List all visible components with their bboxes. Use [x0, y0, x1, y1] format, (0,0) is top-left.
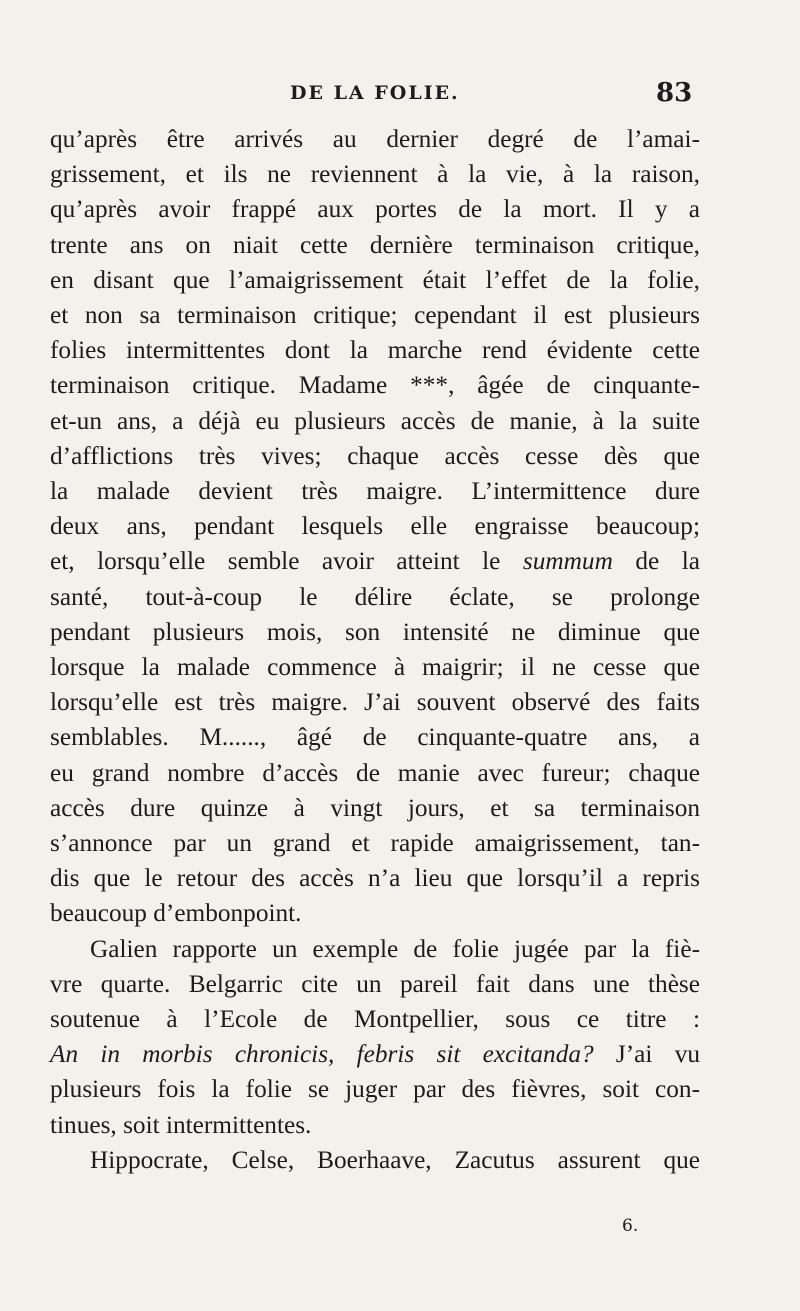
text-line: lorsqu’elle est très maigre. J’ai souvent observé des faits — [50, 688, 700, 717]
text-line: qu’après avoir frappé aux portes de la mort. Il y a — [50, 195, 700, 224]
text-line: Hippocrate, Celse, Boerhaave, Zacutus assurent que — [90, 1145, 700, 1174]
text-line: soutenue à l’Ecole de Montpellier, sous ce titre : — [50, 1005, 700, 1034]
running-head: DE LA FOLIE. — [290, 82, 460, 104]
text-line: grissement, et ils ne reviennent à la vie, à la raison, — [50, 160, 700, 189]
text-line: tinues, soit intermittentes. — [50, 1110, 312, 1139]
text-line: en disant que l’amaigrissement était l’effet de la folie, — [50, 265, 700, 294]
text-line-with-italic: An in morbis chronicis, febris sit excitanda? J’ai vu — [50, 1040, 700, 1069]
page-number: 83 — [656, 78, 693, 108]
text-line: pendant plusieurs mois, son intensité ne diminue que — [50, 617, 700, 646]
paragraph-2 — [50, 932, 700, 1143]
text-line: d’afflictions très vives; chaque accès cesse dès que — [50, 441, 700, 470]
text-line: Galien rapporte un exemple de folie jugée par la fiè- — [90, 934, 700, 963]
text-line: beaucoup d’embonpoint. — [50, 899, 302, 928]
text-line: trente ans on niait cette dernière terminaison critique, — [50, 230, 700, 259]
text-line: qu’après être arrivés au dernier degré de l’amai- — [50, 125, 700, 153]
paragraph-3 — [50, 1143, 700, 1178]
text-line: lorsque la malade commence à maigrir; il ne cesse que — [50, 653, 700, 682]
paragraph-1 — [50, 122, 700, 932]
signature-mark: 6. — [622, 1216, 639, 1236]
text-line: santé, tout-à-coup le délire éclate, se prolonge — [50, 582, 700, 611]
text-line: dis que le retour des accès n’a lieu que lorsqu’il a repris — [50, 864, 700, 893]
text-line: terminaison critique. Madame ***, âgée de cinquante- — [50, 371, 700, 400]
text-line: folies intermittentes dont la marche rend évidente cette — [50, 336, 700, 365]
text-line: s’annonce par un grand et rapide amaigrissement, tan- — [50, 829, 700, 858]
italic-latin-title: An in morbis chronicis, febris sit excitanda? — [50, 1040, 594, 1069]
text-line: plusieurs fois la folie se juger par des fièvres, soit con- — [50, 1075, 700, 1104]
text-line: accès dure quinze à vingt jours, et sa terminaison — [50, 793, 700, 822]
italic-term: summum — [522, 547, 613, 576]
text-line: la malade devient très maigre. L’intermittence dure — [50, 477, 700, 506]
body-text — [50, 122, 700, 1178]
text-line: vre quarte. Belgarric cite un pareil fait dans une thèse — [50, 969, 700, 998]
text-segment: et, lorsqu’elle semble avoir atteint le summum de la — [50, 547, 701, 576]
text-line: et-un ans, a déjà eu plusieurs accès de manie, à la suite — [50, 406, 700, 435]
text-line: semblables. M......, âgé de cinquante-quatre ans, a — [50, 723, 700, 752]
text-line-with-italic — [50, 544, 700, 579]
text-line: et non sa terminaison critique; cependant il est plusieurs — [50, 301, 700, 330]
text-line: deux ans, pendant lesquels elle engraisse beaucoup; — [50, 512, 700, 541]
text-line: eu grand nombre d’accès de manie avec fureur; chaque — [50, 758, 700, 787]
